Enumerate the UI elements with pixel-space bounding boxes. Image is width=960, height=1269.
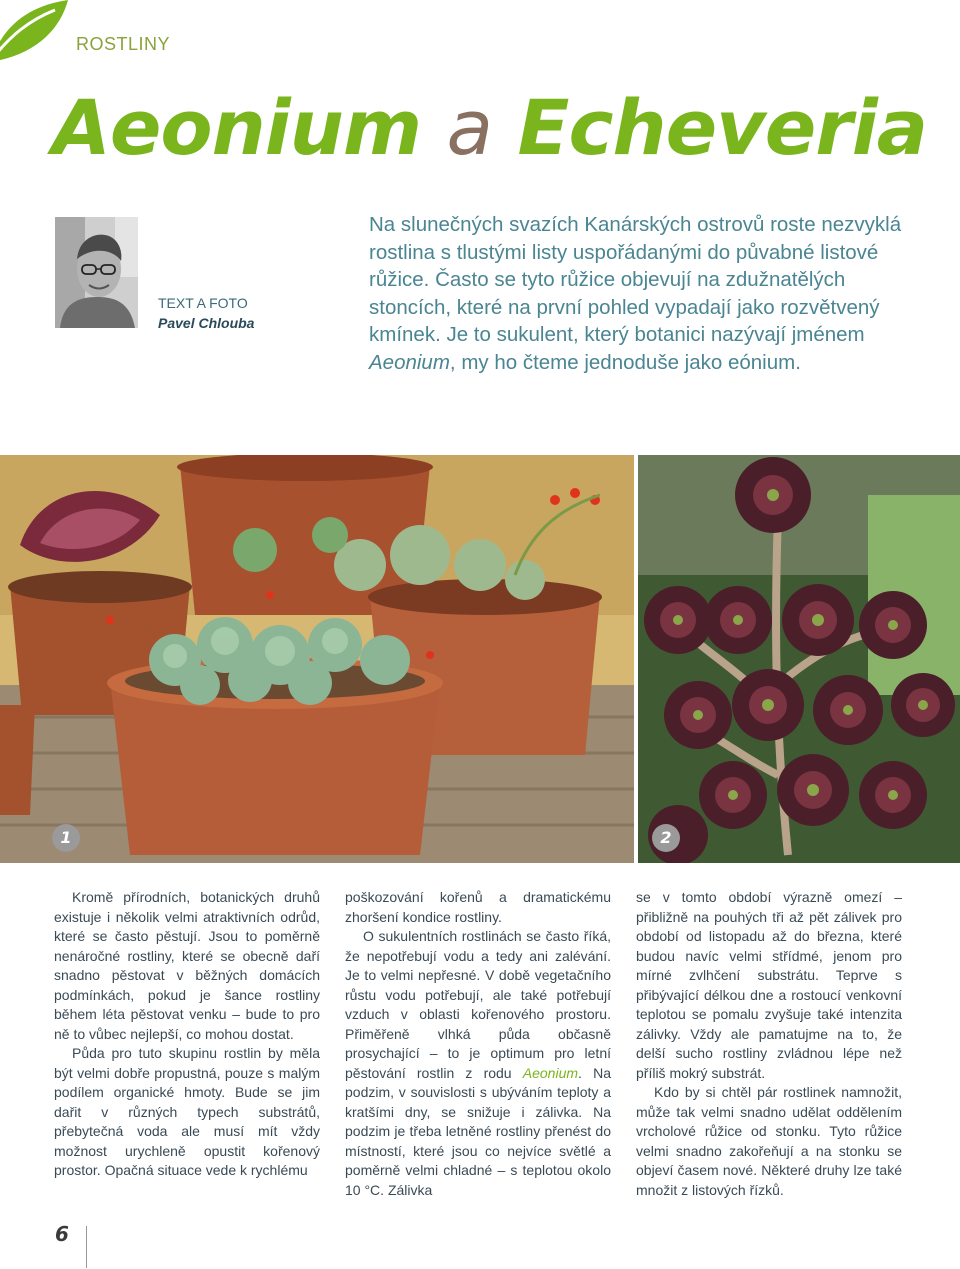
credit-label: TEXT A FOTO [158, 295, 248, 311]
body-column-2 [345, 888, 611, 1200]
photo-aeonium-rosettes [638, 455, 960, 863]
body-paragraph [345, 927, 611, 1200]
body-paragraph: Půda pro tuto skupinu rostlin by měla být velmi dobře propustná, pouze s malým podílem organické hmoty. Bude se jim dařit v různých typech substrátů, přebytečná voda ale musí mít vždy možnost urychleně opustit kořenový prostor. Opačná situace vede k rychlému [54, 1045, 320, 1178]
body-text: . Na podzim, v souvislosti s ubýváním teploty a kratšími dny, se snižuje i zálivka. Na podzim je třeba letněné rostliny přenést do místností, které jsou co nejvíce světlé a poměrně velmi chladné – s teplotou okolo 10 °C. Zálivka [345, 1064, 611, 1198]
author-portrait [55, 217, 138, 328]
title-word-aeonium: Aeonium [52, 83, 422, 172]
body-paragraph: poškozování kořenů a dramatickému zhoršení kondice rostliny. [345, 889, 611, 925]
photo-number-badge-2: 2 [652, 824, 680, 852]
photo-strip [0, 455, 960, 863]
genus-name: Aeonium [522, 1064, 579, 1081]
body-column-1 [54, 888, 320, 1181]
lead-paragraph [369, 211, 914, 377]
lead-text-2: , my ho čteme jednoduše jako eónium. [449, 350, 801, 374]
photo-number-badge-1: 1 [52, 824, 80, 852]
section-label: ROSTLINY [76, 34, 171, 54]
article-title [52, 78, 927, 178]
body-text: O sukulentních rostlinách se často říká, že nepotřebují vodu a tedy ani zalévání. Je to velmi nepřesné. V době vegetačního růstu vodu potřebují, ale také potřebují vzduch v oblasti kořenového prostoru. Přiměřeně vlhká půda občasně prosychající – to je optimum pro letní pěstování rostlin z rodu [345, 928, 611, 1081]
author-name: Pavel Chlouba [158, 315, 255, 331]
lead-text-1: Na slunečných svazích Kanárských ostrovů roste nezvyklá rostlina s tlustými listy uspořádanými do půvabné listové růžice. Často se tyto růžice objevují na zdužnatělých stoncích, které na první pohled vypadají jako rozvětvený kmínek. Je to sukulent, který botanici nazývají jménem [369, 213, 902, 347]
page-number: 6 [55, 1222, 69, 1246]
body-paragraph: Kromě přírodních, botanických druhů existuje i několik velmi atraktivních odrůd, které se často pěstují. Jsou to poměrně nenáročné rostliny, které se obecně daří snadno pěstovat v běžných domácích podmínkách, pokud je šance rostliny během léta pěstovat venku – bude to pro ně to vůbec nejlepší, co mohou dostat. [54, 889, 320, 1042]
page-number-divider [86, 1226, 87, 1268]
body-column-3 [636, 888, 902, 1200]
title-word-echeveria: Echeveria [517, 83, 928, 172]
lead-italic: Aeonium [369, 350, 450, 374]
leaf-logo-icon [0, 0, 68, 62]
author-credit [158, 293, 254, 333]
title-word-a: a [446, 83, 493, 172]
photo-echeveria-pots [0, 455, 634, 863]
body-paragraph: Kdo by si chtěl pár rostlinek namnožit, může tak velmi snadno udělat oddělením vrcholové růžice od stonku. Tyto růžice velmi snadno zakořeňují a na stonku se objeví časem nové. Některé druhy lze také množit z listových řízků. [636, 1084, 902, 1198]
body-paragraph: se v tomto období výrazně omezí – přibližně na pouhých tři až pět zálivek pro období od listopadu až do března, které budou navíc velmi střídmé, jenom pro mírné zvlhčení substrátu. Teprve s přibývající délkou dne a rostoucí venkovní teplotou se pomalu zvyšuje také intenzita zálivky. Vždy ale pamatujme na to, že delší sucho rostliny zvládnou lépe než příliš mokrý substrát. [636, 889, 902, 1081]
